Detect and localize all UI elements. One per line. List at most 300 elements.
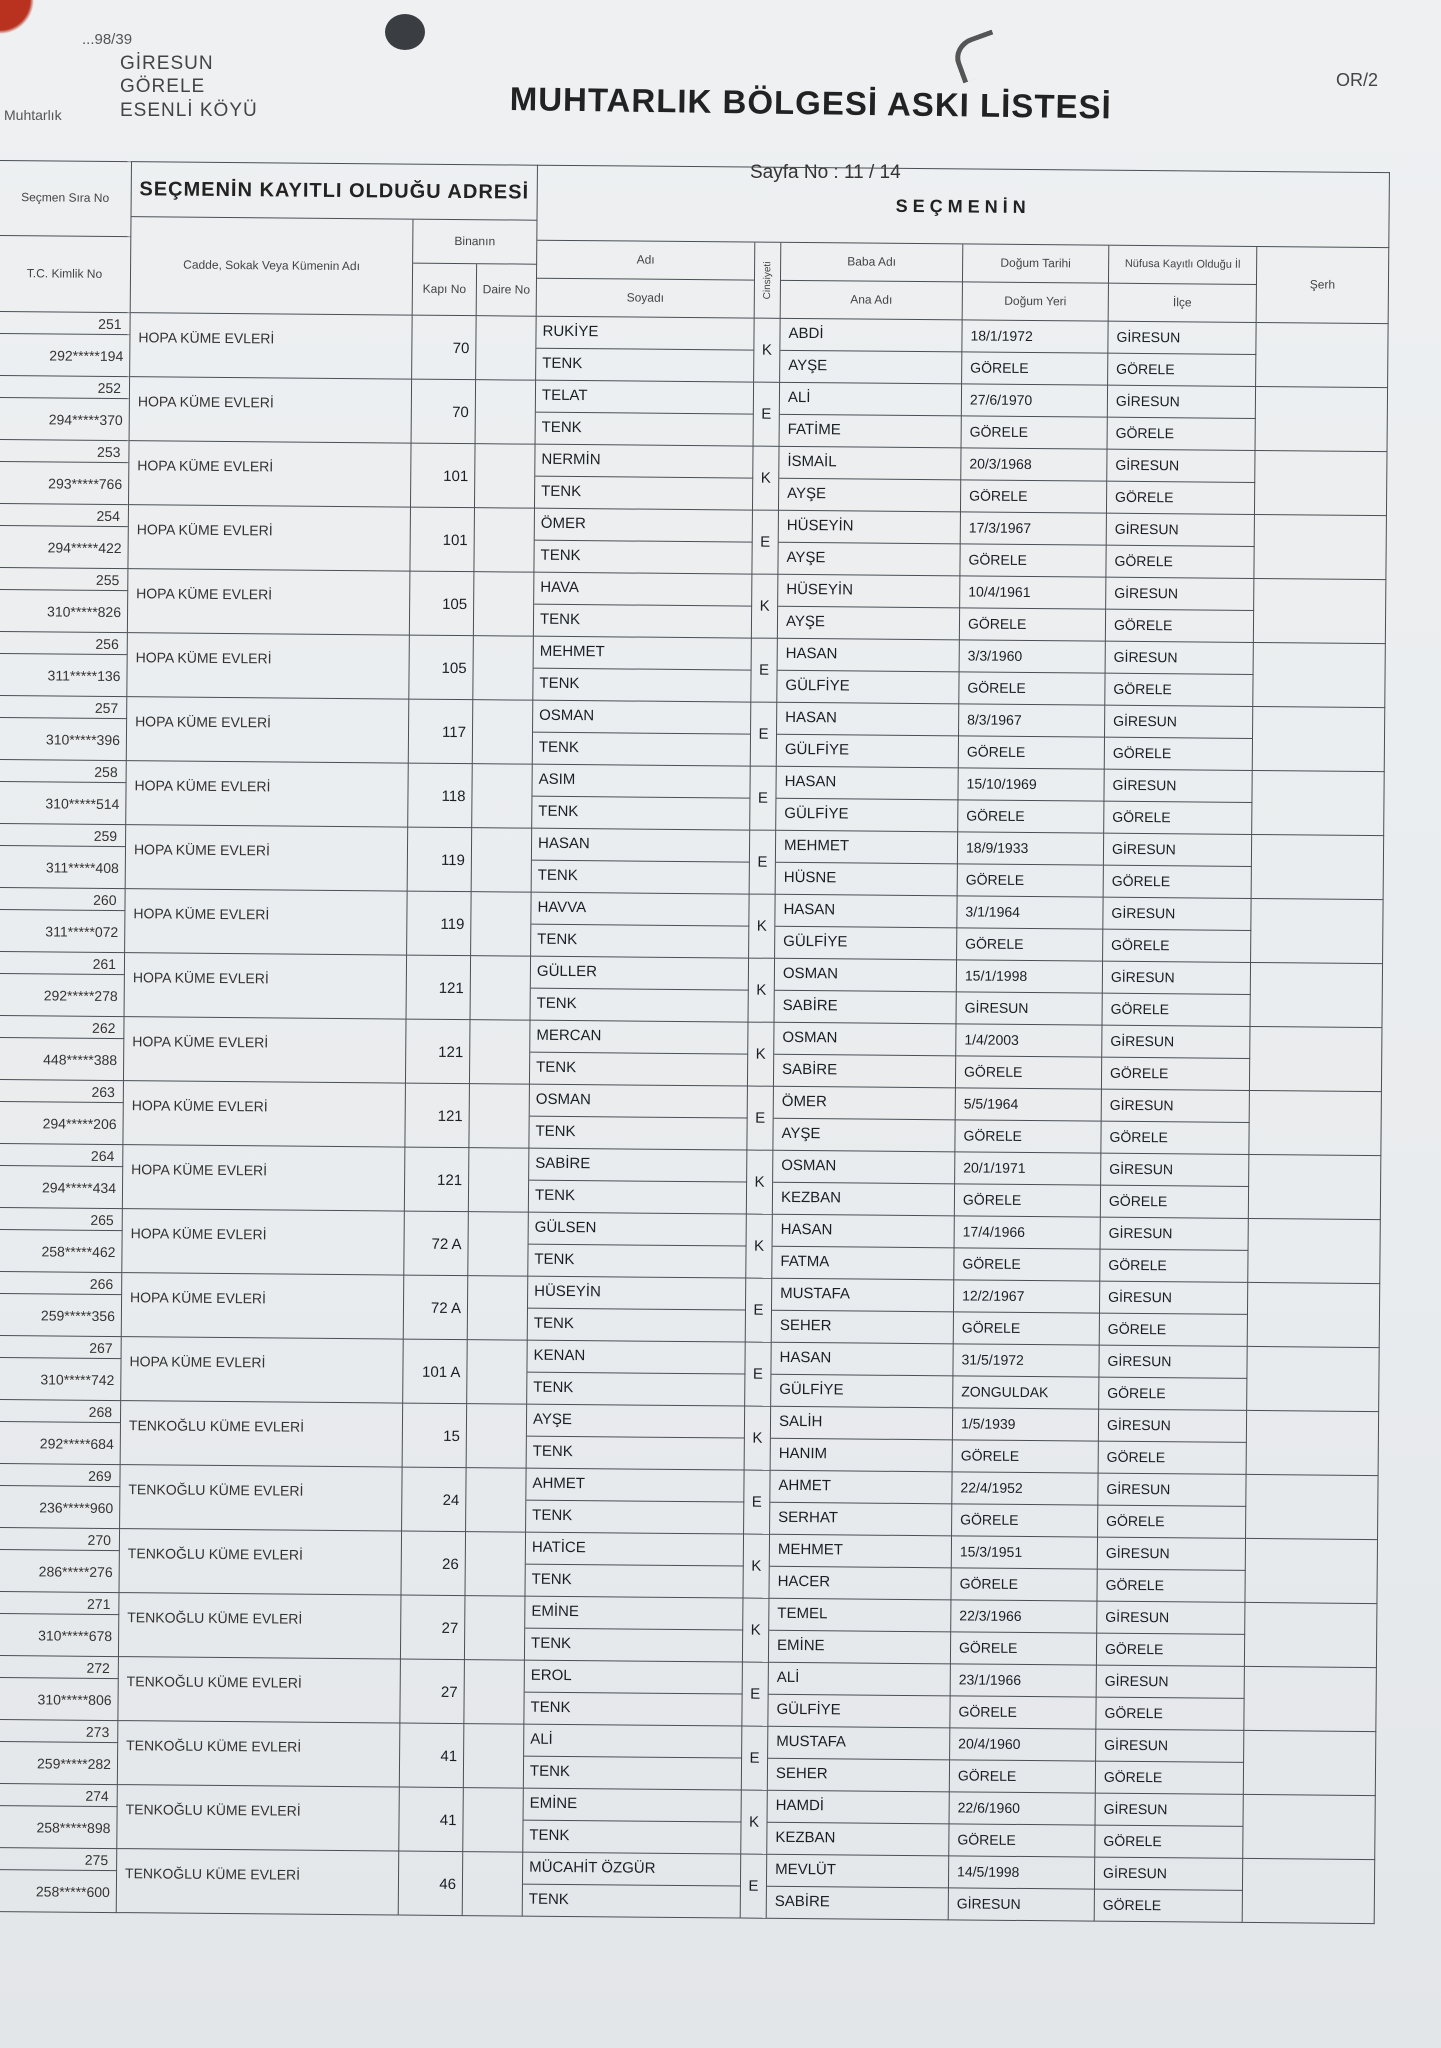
voter-street: HOPA KÜME EVLERİ — [128, 505, 411, 571]
voter-soyadi: TENK — [534, 605, 752, 639]
voter-daire-no — [467, 1340, 528, 1405]
voter-dogum-yeri: GÖRELE — [955, 1120, 1101, 1153]
voter-adi: KENAN — [527, 1341, 745, 1375]
voter-street: TENKOĞLU KÜME EVLERİ — [118, 1657, 401, 1723]
voter-baba-adi: OSMAN — [773, 1151, 955, 1185]
voter-cinsiyet: E — [751, 639, 778, 703]
voter-cinsiyet: E — [746, 1279, 773, 1343]
voter-dogum-yeri: GÖRELE — [952, 1504, 1098, 1537]
voter-kapi-no: 70 — [412, 316, 477, 381]
voter-cinsiyet: E — [750, 831, 777, 895]
col-header-bina: Binanın — [413, 220, 537, 265]
voter-dogum-tarihi: 22/3/1966 — [951, 1600, 1097, 1633]
voter-tc-no: 259*****356 — [0, 1294, 122, 1337]
col-header-dogum-yeri: Doğum Yeri — [963, 282, 1109, 321]
voter-tc-no: 311*****136 — [0, 654, 128, 697]
voter-kapi-no: 121 — [406, 1020, 471, 1085]
voter-tc-no: 294*****370 — [0, 398, 130, 441]
voter-street: HOPA KÜME EVLERİ — [121, 1337, 404, 1403]
voter-dogum-tarihi: 1/4/2003 — [956, 1024, 1102, 1057]
voter-adi: ALİ — [524, 1725, 742, 1759]
voter-tc-no: 258*****600 — [0, 1870, 117, 1913]
col-header-baba: Baba Adı — [781, 243, 963, 283]
voter-sira-no: 260 — [0, 888, 126, 911]
voter-dogum-tarihi: 22/4/1952 — [952, 1472, 1098, 1505]
voter-ana-adi: GÜLFİYE — [776, 799, 958, 833]
voter-dogum-yeri: GÖRELE — [954, 1248, 1100, 1281]
voter-sira-no: 270 — [0, 1528, 120, 1551]
voter-dogum-yeri: GÖRELE — [959, 672, 1105, 705]
voter-street: HOPA KÜME EVLERİ — [125, 889, 408, 955]
voter-street: HOPA KÜME EVLERİ — [125, 953, 408, 1019]
voter-serh — [1248, 1283, 1381, 1348]
voter-nufus-il: GİRESUN — [1097, 1666, 1245, 1699]
voter-dogum-tarihi: 17/4/1966 — [955, 1216, 1101, 1249]
voter-ana-adi: KEZBAN — [773, 1183, 955, 1217]
page-number: Sayfa No : 11 / 14 — [750, 162, 901, 183]
voter-soyadi: TENK — [523, 1821, 741, 1855]
voter-sira-no: 263 — [0, 1080, 124, 1103]
page-title: MUHTARLIK BÖLGESİ ASKI LİSTESİ — [509, 80, 1112, 126]
voter-daire-no — [464, 1724, 525, 1789]
voter-ana-adi: AYŞE — [773, 1119, 955, 1153]
voter-sira-no: 254 — [0, 504, 129, 527]
voter-serh — [1253, 707, 1386, 772]
voter-nufus-il: GİRESUN — [1099, 1410, 1247, 1443]
voter-serh — [1253, 643, 1386, 708]
voter-dogum-yeri: GÖRELE — [958, 864, 1104, 897]
voter-kapi-no: 70 — [412, 380, 477, 445]
voter-baba-adi: HASAN — [777, 703, 959, 737]
voter-dogum-tarihi: 3/3/1960 — [960, 640, 1106, 673]
voter-serh — [1256, 387, 1389, 452]
voter-dogum-yeri: GÖRELE — [956, 1056, 1102, 1089]
voter-cinsiyet: E — [752, 511, 779, 575]
voter-street: TENKOĞLU KÜME EVLERİ — [119, 1529, 402, 1595]
voter-nufus-ilce: GÖRELE — [1106, 546, 1254, 579]
voter-soyadi: TENK — [524, 1757, 742, 1791]
voter-soyadi: TENK — [531, 989, 749, 1023]
voter-soyadi: TENK — [527, 1373, 745, 1407]
col-header-ana: Ana Adı — [781, 281, 963, 321]
voter-adi: OSMAN — [533, 701, 751, 735]
voter-daire-no — [467, 1404, 528, 1469]
voter-street: HOPA KÜME EVLERİ — [130, 377, 413, 443]
voter-dogum-yeri: GÖRELE — [961, 480, 1107, 513]
voter-daire-no — [471, 956, 532, 1021]
voter-adi: HATİCE — [526, 1533, 744, 1567]
voter-kapi-no: 105 — [410, 572, 475, 637]
voter-adi: HAVVA — [531, 893, 749, 927]
voter-ana-adi: FATMA — [772, 1247, 954, 1281]
voter-tc-no: 310*****826 — [0, 590, 128, 633]
voter-tc-no: 311*****072 — [0, 910, 125, 953]
voter-cinsiyet: K — [745, 1407, 772, 1471]
col-header-cinsiyet — [755, 243, 782, 319]
voter-dogum-tarihi: 18/9/1933 — [958, 832, 1104, 865]
voter-nufus-ilce: GÖRELE — [1095, 1890, 1243, 1923]
voter-ana-adi: AYŞE — [779, 479, 961, 513]
voter-nufus-ilce: GÖRELE — [1107, 482, 1255, 515]
voter-nufus-il: GİRESUN — [1102, 1026, 1250, 1059]
voter-daire-no — [473, 700, 534, 765]
voter-soyadi: TENK — [524, 1693, 742, 1727]
voter-cinsiyet: K — [743, 1599, 770, 1663]
voter-kapi-no: 119 — [407, 892, 472, 957]
voter-cinsiyet: K — [753, 447, 780, 511]
voter-kapi-no: 24 — [402, 1468, 467, 1533]
col-header-kapi: Kapı No — [413, 264, 477, 317]
voter-daire-no — [463, 1852, 524, 1917]
voter-adi: SABİRE — [529, 1149, 747, 1183]
voter-adi: TELAT — [536, 381, 754, 415]
voter-baba-adi: HAMDİ — [768, 1791, 950, 1825]
voter-ana-adi: SEHER — [772, 1311, 954, 1345]
col-header-daire: Daire No — [477, 264, 537, 317]
voter-tc-no: 293*****766 — [0, 462, 129, 505]
voter-soyadi: TENK — [523, 1885, 741, 1919]
voter-dogum-tarihi: 5/5/1964 — [956, 1088, 1102, 1121]
voter-street: HOPA KÜME EVLERİ — [126, 825, 409, 891]
voter-ana-adi: AYŞE — [780, 351, 962, 385]
voter-tc-no: 310*****396 — [0, 718, 127, 761]
voter-nufus-il: GİRESUN — [1107, 450, 1255, 483]
voter-cinsiyet: K — [743, 1535, 770, 1599]
col-header-street: Cadde, Sokak Veya Kümenin Adı — [131, 217, 414, 315]
voter-dogum-tarihi: 12/2/1967 — [954, 1280, 1100, 1313]
voter-street: HOPA KÜME EVLERİ — [123, 1081, 406, 1147]
voter-cinsiyet: K — [746, 1215, 773, 1279]
voter-tc-no: 448*****388 — [0, 1038, 124, 1081]
voter-serh — [1248, 1219, 1381, 1284]
voter-serh — [1252, 835, 1385, 900]
voter-dogum-tarihi: 31/5/1972 — [953, 1344, 1099, 1377]
province-name: GİRESUN — [120, 53, 214, 74]
voter-ana-adi: AYŞE — [778, 543, 960, 577]
voter-dogum-yeri: GÖRELE — [960, 608, 1106, 641]
voter-sira-no: 255 — [0, 568, 128, 591]
voter-nufus-il: GİRESUN — [1104, 770, 1252, 803]
voter-serh — [1249, 1155, 1382, 1220]
col-header-ilce: İlçe — [1109, 284, 1257, 323]
voter-cinsiyet: K — [752, 575, 779, 639]
voter-daire-no — [465, 1532, 526, 1597]
col-header-voter-group: SEÇMENİN — [537, 165, 1390, 248]
voter-tc-no: 258*****462 — [0, 1230, 123, 1273]
voter-nufus-ilce: GÖRELE — [1095, 1826, 1243, 1859]
voter-sira-no: 268 — [0, 1400, 121, 1423]
col-header-address-group: SEÇMENİN KAYITLI OLDUĞU ADRESİ — [132, 161, 538, 221]
voter-dogum-tarihi: 15/1/1998 — [957, 960, 1103, 993]
voter-sira-no: 271 — [0, 1592, 119, 1615]
voter-daire-no — [469, 1148, 530, 1213]
voter-kapi-no: 41 — [399, 1788, 464, 1853]
voter-baba-adi: HASAN — [778, 639, 960, 673]
voter-nufus-il: GİRESUN — [1098, 1538, 1246, 1571]
voter-ana-adi: HANIM — [771, 1439, 953, 1473]
voter-adi: ASIM — [532, 765, 750, 799]
voter-baba-adi: MUSTAFA — [768, 1727, 950, 1761]
voter-kapi-no: 41 — [400, 1724, 465, 1789]
voter-nufus-il: GİRESUN — [1108, 386, 1256, 419]
voter-tc-no: 310*****514 — [0, 782, 127, 825]
voter-ana-adi: SERHAT — [770, 1503, 952, 1537]
cinsiyet-label: Cinsiyeti — [761, 261, 773, 300]
voter-nufus-ilce: GÖRELE — [1108, 354, 1256, 387]
voter-kapi-no: 121 — [405, 1148, 470, 1213]
voter-dogum-yeri: GİRESUN — [956, 992, 1102, 1025]
voter-adi: OSMAN — [530, 1085, 748, 1119]
voter-nufus-ilce: GÖRELE — [1102, 994, 1250, 1027]
voter-baba-adi: MEHMET — [776, 831, 958, 865]
voter-dogum-yeri: GÖRELE — [951, 1568, 1097, 1601]
voter-nufus-ilce: GÖRELE — [1104, 802, 1252, 835]
voter-cinsiyet: E — [750, 767, 777, 831]
voter-nufus-ilce: GÖRELE — [1096, 1698, 1244, 1731]
col-header-serh: Şerh — [1257, 247, 1390, 324]
voter-ana-adi: SEHER — [768, 1759, 950, 1793]
voter-ana-adi: KEZBAN — [767, 1823, 949, 1857]
voter-dogum-yeri: GÖRELE — [958, 800, 1104, 833]
voter-sira-no: 257 — [0, 696, 127, 719]
voter-baba-adi: HASAN — [775, 895, 957, 929]
voter-street: HOPA KÜME EVLERİ — [126, 761, 409, 827]
voter-adi: MERCAN — [530, 1021, 748, 1055]
voter-nufus-ilce: GÖRELE — [1101, 1186, 1249, 1219]
voter-tc-no: 310*****806 — [0, 1678, 119, 1721]
voter-tc-no: 292*****684 — [0, 1422, 121, 1465]
voter-serh — [1254, 579, 1387, 644]
voter-dogum-tarihi: 22/6/1960 — [950, 1792, 1096, 1825]
voter-nufus-ilce: GÖRELE — [1100, 1250, 1248, 1283]
voter-serh — [1244, 1731, 1377, 1796]
voter-daire-no — [468, 1276, 529, 1341]
voter-kapi-no: 105 — [409, 636, 474, 701]
voter-street: HOPA KÜME EVLERİ — [122, 1209, 405, 1275]
voter-nufus-ilce: GÖRELE — [1105, 674, 1253, 707]
voter-soyadi: TENK — [536, 413, 754, 447]
voter-soyadi: TENK — [535, 477, 753, 511]
voter-sira-no: 256 — [0, 632, 128, 655]
voter-serh — [1243, 1795, 1376, 1860]
voter-soyadi: TENK — [527, 1437, 745, 1471]
voter-ana-adi: FATİME — [780, 415, 962, 449]
voter-kapi-no: 15 — [403, 1404, 468, 1469]
voter-ana-adi: GÜLFİYE — [775, 927, 957, 961]
voter-baba-adi: ÖMER — [774, 1087, 956, 1121]
voter-soyadi: TENK — [530, 1053, 748, 1087]
voter-cinsiyet: E — [747, 1087, 774, 1151]
voter-baba-adi: HASAN — [776, 767, 958, 801]
voter-dogum-tarihi: 3/1/1964 — [957, 896, 1103, 929]
voter-street: HOPA KÜME EVLERİ — [127, 633, 410, 699]
voter-daire-no — [474, 572, 535, 637]
voter-street: HOPA KÜME EVLERİ — [130, 313, 413, 379]
voter-nufus-il: GİRESUN — [1107, 514, 1255, 547]
voter-nufus-il: GİRESUN — [1106, 578, 1254, 611]
punch-hole — [385, 14, 425, 50]
voter-serh — [1247, 1411, 1380, 1476]
voter-dogum-tarihi: 20/4/1960 — [950, 1728, 1096, 1761]
voter-daire-no — [468, 1212, 529, 1277]
voter-dogum-yeri: GİRESUN — [949, 1888, 1095, 1921]
voter-nufus-ilce: GÖRELE — [1097, 1634, 1245, 1667]
voter-tc-no: 292*****194 — [0, 334, 130, 377]
voter-ana-adi: GÜLFİYE — [777, 735, 959, 769]
voter-serh — [1244, 1667, 1377, 1732]
voter-nufus-il: GİRESUN — [1096, 1794, 1244, 1827]
voter-nufus-il: GİRESUN — [1095, 1858, 1243, 1891]
voter-ana-adi: GÜLFİYE — [777, 671, 959, 705]
voter-serh — [1247, 1347, 1380, 1412]
voter-serh — [1251, 899, 1384, 964]
voter-adi: NERMİN — [535, 445, 753, 479]
voter-baba-adi: HÜSEYİN — [778, 575, 960, 609]
voter-dogum-yeri: GÖRELE — [957, 928, 1103, 961]
voter-sira-no: 259 — [0, 824, 126, 847]
voter-adi: RUKİYE — [536, 317, 754, 351]
voter-tc-no: 236*****960 — [0, 1486, 120, 1529]
voter-tc-no: 294*****422 — [0, 526, 129, 569]
voter-cinsiyet: E — [754, 383, 781, 447]
voter-nufus-ilce: GÖRELE — [1105, 738, 1253, 771]
voter-nufus-ilce: GÖRELE — [1099, 1378, 1247, 1411]
voter-nufus-ilce: GÖRELE — [1106, 610, 1254, 643]
voter-kapi-no: 117 — [409, 700, 474, 765]
voter-street: HOPA KÜME EVLERİ — [124, 1017, 407, 1083]
voter-dogum-yeri: GÖRELE — [960, 544, 1106, 577]
voter-nufus-il: GİRESUN — [1101, 1154, 1249, 1187]
voter-ana-adi: SABİRE — [774, 1055, 956, 1089]
voter-nufus-il: GİRESUN — [1104, 834, 1252, 867]
voter-daire-no — [463, 1788, 524, 1853]
voter-kapi-no: 46 — [399, 1852, 464, 1917]
voter-baba-adi: HASAN — [773, 1215, 955, 1249]
voter-nufus-il: GİRESUN — [1108, 322, 1256, 355]
voter-daire-no — [469, 1084, 530, 1149]
voter-street: HOPA KÜME EVLERİ — [127, 697, 410, 763]
voter-baba-adi: SALİH — [771, 1407, 953, 1441]
table-row — [0, 1848, 1426, 1925]
voter-soyadi: TENK — [534, 541, 752, 575]
voter-soyadi: TENK — [528, 1309, 746, 1343]
voter-nufus-ilce: GÖRELE — [1104, 866, 1252, 899]
voter-baba-adi: OSMAN — [774, 1023, 956, 1057]
voter-adi: MEHMET — [534, 637, 752, 671]
voter-cinsiyet: K — [749, 959, 776, 1023]
voter-dogum-tarihi: 1/5/1939 — [953, 1408, 1099, 1441]
voter-sira-no: 274 — [0, 1784, 118, 1807]
voter-dogum-yeri: GÖRELE — [954, 1312, 1100, 1345]
voter-dogum-tarihi: 10/4/1961 — [960, 576, 1106, 609]
voter-soyadi: TENK — [536, 349, 754, 383]
voter-cinsiyet: E — [751, 703, 778, 767]
voter-baba-adi: ALİ — [769, 1663, 951, 1697]
voter-daire-no — [475, 444, 536, 509]
voter-dogum-tarihi: 18/1/1972 — [962, 320, 1108, 353]
voter-baba-adi: HASAN — [771, 1343, 953, 1377]
voter-daire-no — [472, 764, 533, 829]
voter-baba-adi: ALİ — [780, 383, 962, 417]
voter-kapi-no: 121 — [407, 956, 472, 1021]
voter-cinsiyet: E — [742, 1663, 769, 1727]
voter-nufus-il: GİRESUN — [1098, 1474, 1246, 1507]
voter-dogum-yeri: GÖRELE — [962, 416, 1108, 449]
voter-ana-adi: SABİRE — [775, 991, 957, 1025]
voter-soyadi: TENK — [525, 1629, 743, 1663]
voter-dogum-yeri: GÖRELE — [950, 1760, 1096, 1793]
voter-sira-no: 258 — [0, 760, 127, 783]
voter-adi: EROL — [525, 1661, 743, 1695]
voter-nufus-il: GİRESUN — [1102, 1090, 1250, 1123]
voter-street: HOPA KÜME EVLERİ — [122, 1273, 405, 1339]
voter-nufus-il: GİRESUN — [1106, 642, 1254, 675]
voter-dogum-tarihi: 27/6/1970 — [962, 384, 1108, 417]
voter-serh — [1243, 1859, 1376, 1924]
voter-soyadi: TENK — [532, 861, 750, 895]
voter-kapi-no: 118 — [408, 764, 473, 829]
voter-nufus-ilce: GÖRELE — [1102, 1058, 1250, 1091]
voter-nufus-il: GİRESUN — [1097, 1602, 1245, 1635]
voter-sira-no: 265 — [0, 1208, 123, 1231]
voter-kapi-no: 101 — [411, 444, 476, 509]
voter-kapi-no: 101 A — [403, 1340, 468, 1405]
voter-nufus-il: GİRESUN — [1099, 1346, 1247, 1379]
voter-serh — [1252, 771, 1385, 836]
voter-kapi-no: 26 — [401, 1532, 466, 1597]
voter-street: TENKOĞLU KÜME EVLERİ — [119, 1593, 402, 1659]
voter-sira-no: 266 — [0, 1272, 122, 1295]
voter-adi: HÜSEYİN — [528, 1277, 746, 1311]
col-header-sira: Seçmen Sıra No — [0, 160, 132, 237]
voter-adi: HASAN — [532, 829, 750, 863]
voter-dogum-yeri: GÖRELE — [949, 1824, 1095, 1857]
voter-serh — [1246, 1475, 1379, 1540]
voter-nufus-ilce: GÖRELE — [1099, 1442, 1247, 1475]
voter-kapi-no: 119 — [408, 828, 473, 893]
voter-nufus-ilce: GÖRELE — [1096, 1762, 1244, 1795]
voter-nufus-ilce: GÖRELE — [1101, 1122, 1249, 1155]
voter-dogum-yeri: GÖRELE — [951, 1632, 1097, 1665]
voter-soyadi: TENK — [529, 1181, 747, 1215]
voter-street: TENKOĞLU KÜME EVLERİ — [121, 1401, 404, 1467]
voter-baba-adi: OSMAN — [775, 959, 957, 993]
voter-tc-no: 292*****278 — [0, 974, 125, 1017]
voter-cinsiyet: K — [741, 1791, 768, 1855]
voter-table — [0, 160, 1441, 1973]
voter-dogum-yeri: GÖRELE — [959, 736, 1105, 769]
voter-daire-no — [473, 636, 534, 701]
voter-daire-no — [476, 380, 537, 445]
voter-nufus-ilce: GÖRELE — [1103, 930, 1251, 963]
voter-tc-no: 310*****678 — [0, 1614, 119, 1657]
voter-sira-no: 252 — [0, 376, 130, 399]
voter-baba-adi: MEVLÜT — [767, 1855, 949, 1889]
voter-ana-adi: GÜLFİYE — [768, 1695, 950, 1729]
voter-daire-no — [476, 316, 537, 381]
voter-tc-no: 294*****434 — [0, 1166, 123, 1209]
document-code: ...98/39 — [82, 31, 133, 48]
voter-sira-no: 272 — [0, 1656, 119, 1679]
voter-adi: AYŞE — [527, 1405, 745, 1439]
voter-street: TENKOĞLU KÜME EVLERİ — [120, 1465, 403, 1531]
voter-adi: EMİNE — [525, 1597, 743, 1631]
voter-dogum-tarihi: 15/3/1951 — [952, 1536, 1098, 1569]
voter-cinsiyet: K — [754, 319, 781, 383]
voter-cinsiyet: K — [749, 895, 776, 959]
voter-daire-no — [465, 1596, 526, 1661]
voter-serh — [1245, 1603, 1378, 1668]
